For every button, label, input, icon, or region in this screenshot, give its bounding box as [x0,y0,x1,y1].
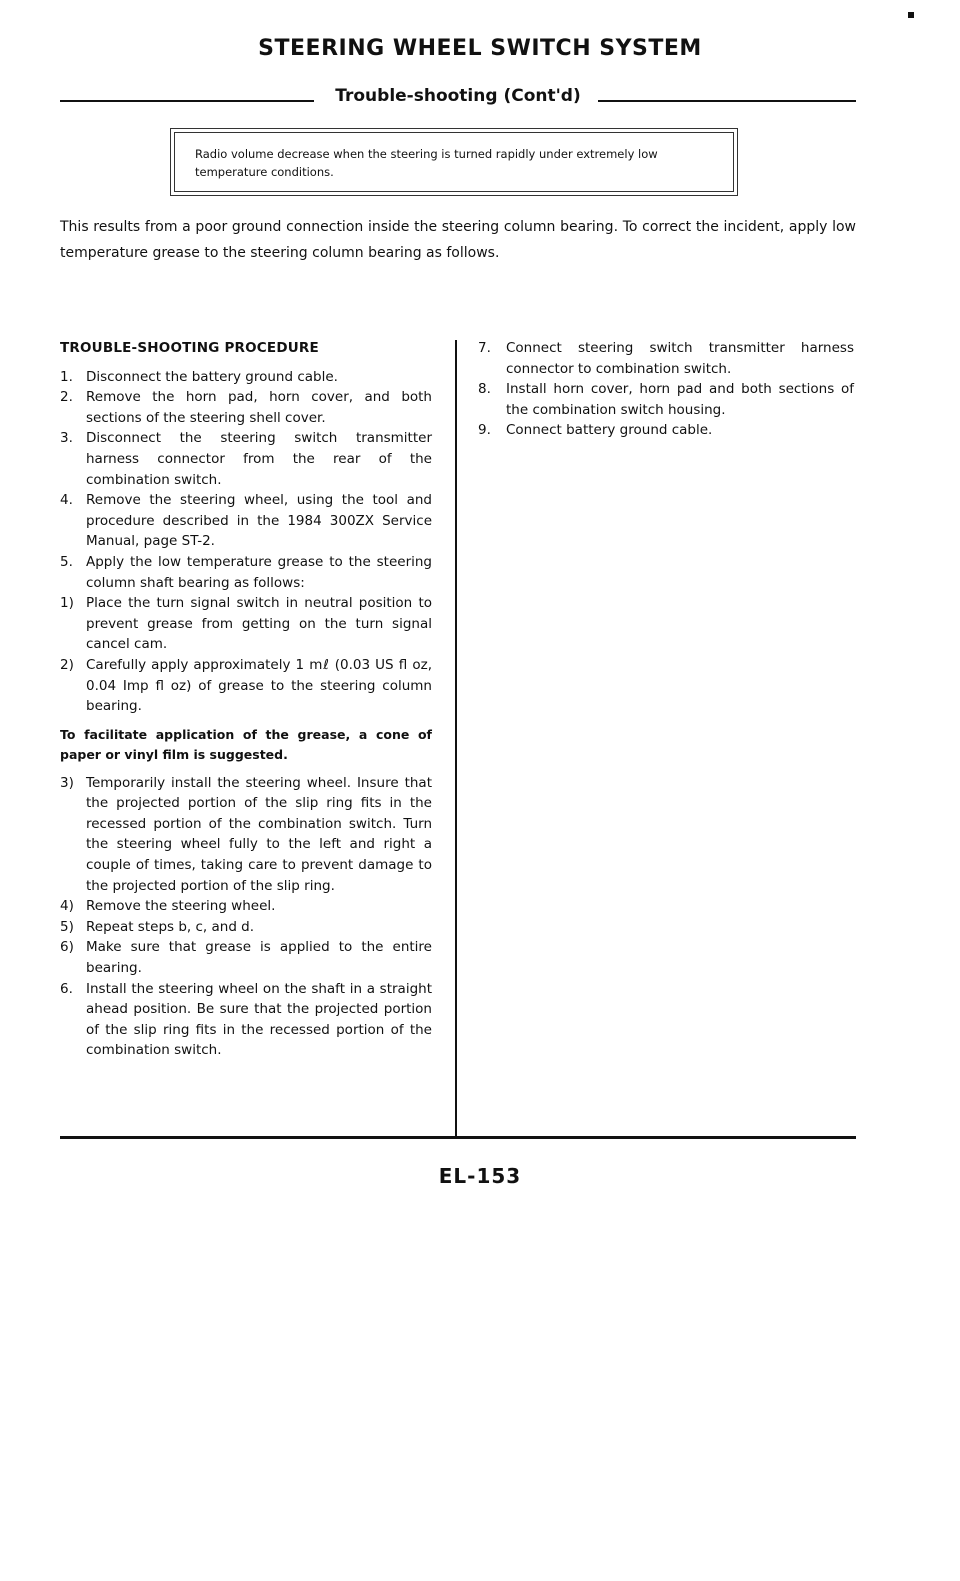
procedure-step [60,552,432,593]
rule-right [598,100,856,102]
step-text: Remove the steering wheel, using the tool and procedure described in the 1984 300ZX Service Manual, page ST-2. [86,492,432,550]
procedure-step [60,367,432,388]
step-text: Disconnect the steering switch transmitter harness connector from the rear of the combination switch. [86,430,432,488]
procedure-substep [60,655,432,717]
procedure-right-column [478,338,854,441]
step-text: Repeat steps b, c, and d. [86,918,255,935]
step-number: 4. [60,492,73,509]
step-number: 5) [60,918,74,935]
step-number: 1. [60,368,73,385]
step-text: Connect battery ground cable. [506,422,713,439]
step-number: 7. [478,340,491,356]
step-number: 2) [60,656,74,673]
step-number: 6. [60,980,73,997]
procedure-substep [60,593,432,655]
bottom-rule [60,1136,856,1139]
procedure-step [478,420,854,441]
procedure-substep [60,937,432,978]
procedure-substep [60,773,432,897]
condition-note-box [174,132,734,192]
step-text: Apply the low temperature grease to the steering column shaft bearing as follows: [86,553,432,591]
step-number: 4) [60,898,74,915]
step-number: 1) [60,595,74,612]
corner-mark [908,12,914,18]
step-text: Remove the steering wheel. [86,898,276,915]
procedure-step [478,338,854,379]
page-title: STEERING WHEEL SWITCH SYSTEM [258,36,702,61]
procedure-left-column [60,338,432,1061]
section-header [60,86,856,110]
procedure-step [60,979,432,1061]
step-text: Install the steering wheel on the shaft in a straight ahead position. Be sure that the projected portion of the slip ring fits in the recessed portion of the combination switch. [86,980,432,1059]
step-text: Carefully apply approximately 1 mℓ (0.03 US fl oz, 0.04 Imp fl oz) of grease to the steering column bearing. [86,656,432,715]
grease-tip-note: To facilitate application of the grease, a cone of paper or vinyl film is suggested. [60,726,432,762]
procedure-step [60,387,432,428]
step-text: Temporarily install the steering wheel. Insure that the projected portion of the slip ring fits in the recessed portion of the combination switch. Turn the steering wheel fully to the left and right a couple of times, taking care to prevent damage to the projected portion of the slip ring. [86,774,432,894]
step-text: Remove the horn pad, horn cover, and both sections of the steering shell cover. [86,389,432,426]
procedure-substep [60,917,432,938]
procedure-step [60,490,432,552]
section-subtitle: Trouble-shooting (Cont'd) [335,86,581,106]
step-number: 3. [60,430,73,447]
step-number: 6) [60,939,74,956]
procedure-step [478,379,854,420]
procedure-heading: TROUBLE-SHOOTING PROCEDURE [60,340,319,356]
condition-note-text: Radio volume decrease when the steering is turned rapidly under extremely low temperature conditions. [195,147,658,179]
intro-paragraph: This results from a poor ground connection inside the steering column bearing. To correct the incident, apply low temperature grease to the steering column bearing as follows. [60,219,856,261]
page-number: EL-153 [438,1164,522,1188]
step-number: 8. [478,381,491,398]
step-number: 5. [60,553,73,570]
step-text: Disconnect the battery ground cable. [86,368,338,385]
procedure-step [60,428,432,490]
procedure-substep [60,896,432,917]
step-text: Connect steering switch transmitter harness connector to combination switch. [506,340,854,377]
step-text: Install horn cover, horn pad and both sections of the combination switch housing. [506,381,854,418]
step-text: Place the turn signal switch in neutral position to prevent grease from getting on the turn signal cancel cam. [86,595,432,653]
step-number: 3) [60,774,74,791]
step-number: 9. [478,422,491,439]
step-number: 2. [60,389,73,406]
step-text: Make sure that grease is applied to the entire bearing. [86,939,432,977]
column-divider [455,340,457,1138]
